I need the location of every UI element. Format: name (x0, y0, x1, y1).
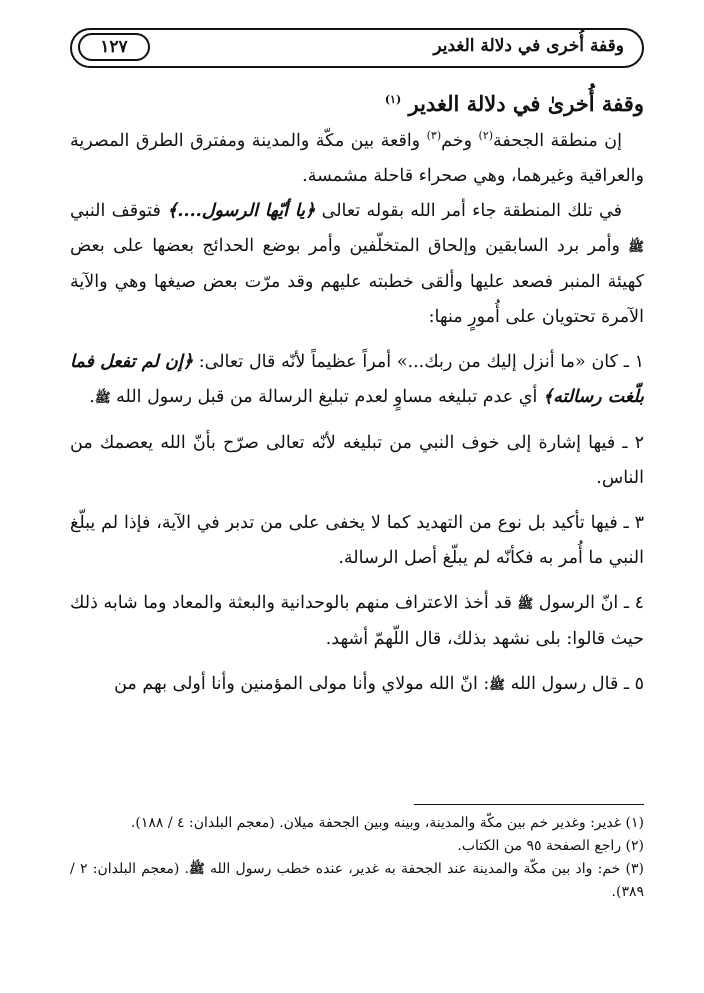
text-run: ٤ ـ انّ الرسول (533, 593, 644, 613)
text-run: أي عدم تبليغه مساوٍ لعدم تبليغ الرسالة من قبل رسول الله (110, 387, 543, 407)
salawat-ligature: ﷺ (489, 678, 505, 693)
text-run: ١ ـ كان «ما أنزل إليك من ربك...» أمراً عظيماً لأنّه قال تعالى: (193, 352, 644, 372)
text-run: في تلك المنطقة جاء أمر الله بقوله تعالى (315, 201, 623, 221)
list-item (70, 586, 644, 657)
section-title-text: وقفة أُخرىٰ في دلالة الغدير (408, 91, 644, 116)
text-run: . (89, 387, 95, 407)
text-run: ٣ ـ فيها تأكيد بل نوع من التهديد كما لا يخفى على من تدبر في الآية، فإذا لم يبلّغ النبي ما أُمر به فكأنّه لم يبلّغ أصل الرسالة. (70, 513, 644, 568)
text-run: . (معجم البلدان: ٢ / ٣٨٩). (70, 861, 644, 900)
paragraph (70, 124, 644, 194)
running-header (70, 28, 644, 68)
text-run: قد أخذ الاعتراف منهم بالوحدانية والبعثة والمعاد وما شابه ذلك حيث قالوا: بلى نشهد بذلك، قال اللّهمّ أشهد. (70, 593, 644, 649)
salawat-ligature: ﷺ (517, 597, 534, 612)
text-run: إن منطقة الجحفة (493, 131, 622, 151)
footnote-divider (414, 804, 644, 805)
footnote-ref: (٣) (426, 129, 442, 143)
paragraph (70, 194, 644, 335)
salawat-ligature: ﷺ (189, 862, 205, 877)
text-run: فتوقف النبي (70, 201, 168, 221)
footnote-ref: (١) (384, 93, 402, 106)
footnotes (70, 812, 644, 904)
running-header-title: وقفة أُخرى في دلالة الغدير (433, 36, 624, 56)
page-number: ١٢٧ (78, 33, 150, 61)
salawat-ligature: ﷺ (628, 240, 644, 255)
text-run: ٢ ـ فيها إشارة إلى خوف النبي من تبليغه لأنّه تعالى صرّح بأنّ الله يعصمك من الناس. (70, 433, 644, 488)
salawat-ligature: ﷺ (94, 391, 111, 406)
list-item (70, 667, 644, 703)
footnote (70, 858, 644, 904)
section-title (70, 84, 644, 124)
main-text (70, 84, 644, 703)
footnote: (٢) راجع الصفحة ٩٥ من الكتاب. (457, 838, 644, 854)
footnote-ref: (٢) (478, 129, 494, 143)
text-run: وأمر برد السابقين وإلحاق المتخلّفين وأمر بوضع الحدائج بعضها على بعض كهيئة المنبر فصعد عليها وألقى خطبته عليهم وقد مرّت بعض صيغها وهي والآية الآمرة تحتويان على أُمورٍ منها: (70, 236, 644, 327)
list-item (70, 506, 644, 576)
text-run: وخم (441, 131, 479, 151)
quran-quote: ﴿يا أيّها الرسول....﴾ (167, 201, 316, 221)
text-run: (٣) خم: واد بين مكّة والمدينة عند الجحفة به غدير، عنده خطب رسول الله (204, 861, 644, 877)
list-item (70, 345, 644, 416)
footnote: (١) غدير: وغدير خم بين مكّة والمدينة، وبينه وبين الجحفة ميلان. (معجم البلدان: ٤ / ١٨٨). (130, 815, 644, 831)
text-run: ٥ ـ قال رسول الله (505, 674, 644, 694)
quran-quote: ﴿إن لم تفعل فما بلّغت رسالته﴾ (70, 352, 644, 407)
list-item (70, 426, 644, 496)
text-run: : انّ الله مولاي وأنا مولى المؤمنين وأنا أولى بهم من (114, 674, 490, 694)
text-run: واقعة بين مكّة والمدينة ومفترق الطرق المصرية والعراقية وغيرهما، وهي صحراء قاحلة مشمسة. (70, 131, 644, 186)
